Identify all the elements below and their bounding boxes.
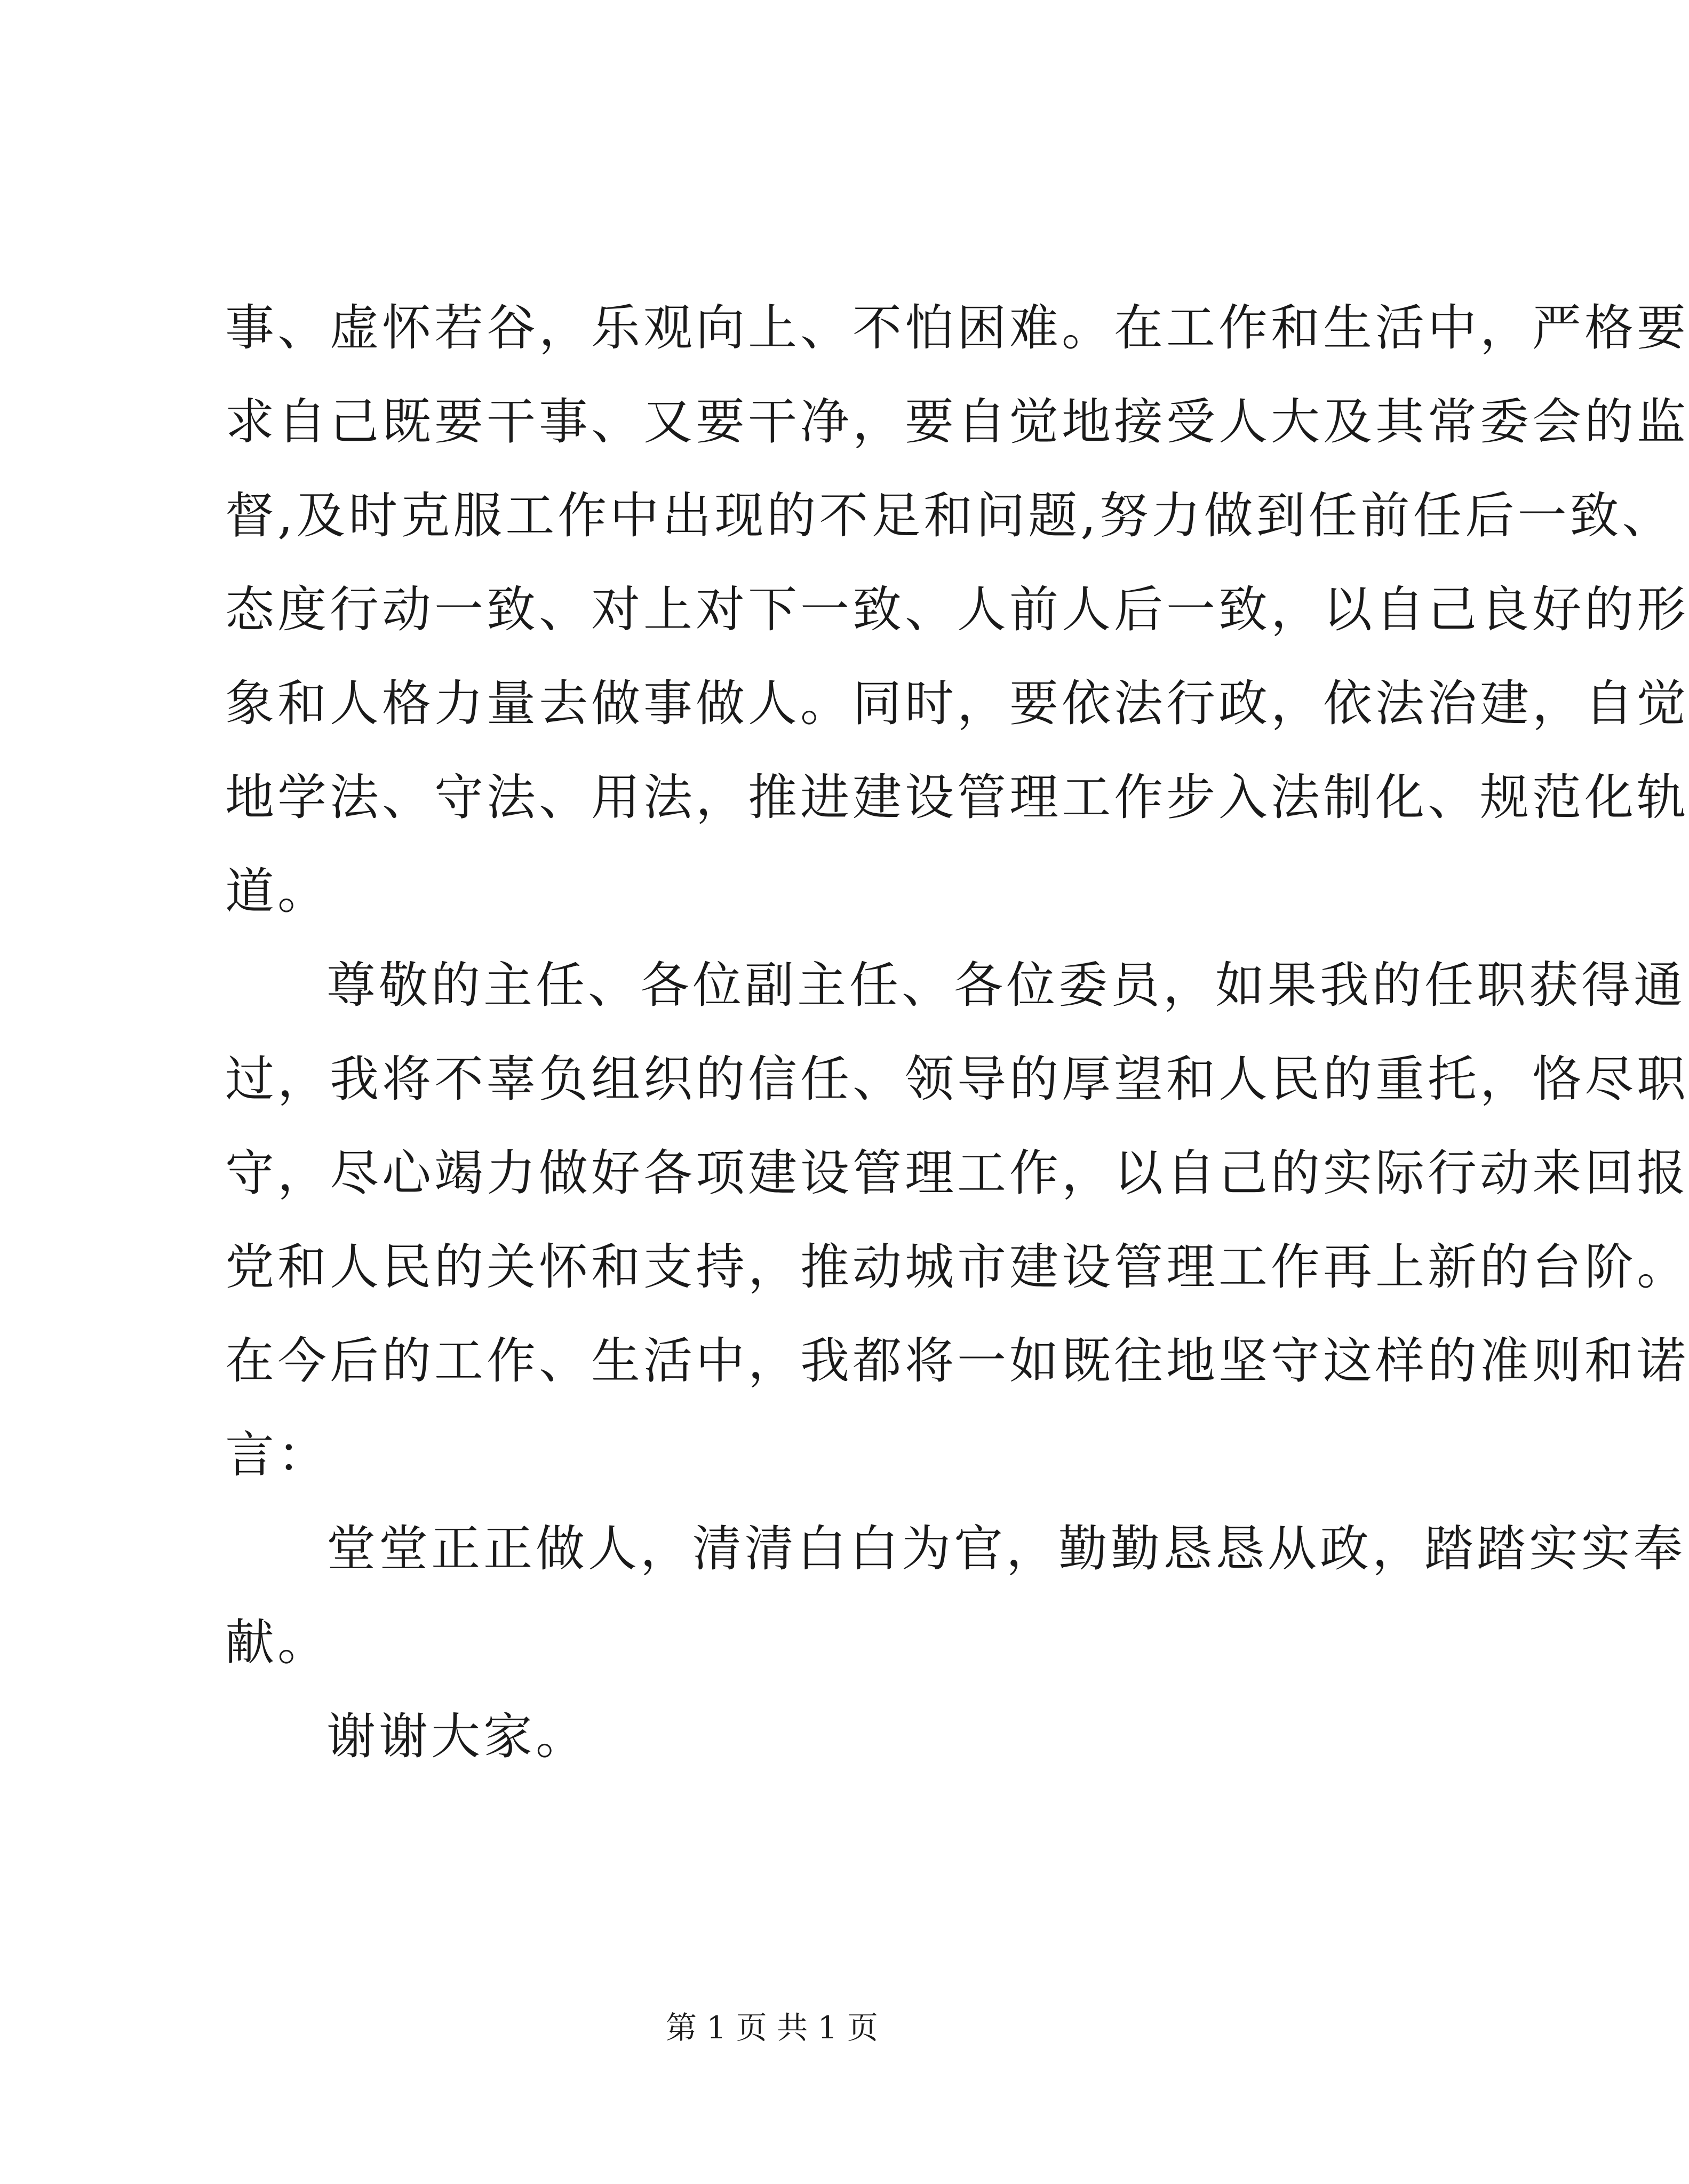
text-line: 道。: [225, 863, 330, 920]
body-text: [225, 288, 1689, 1791]
text-line: 言：: [225, 1426, 330, 1483]
text-line: 地学法、守法、用法，推进建设管理工作步入法制化、规范化轨: [225, 769, 1689, 826]
paragraph-start-line: 尊敬的主任、各位副主任、各位委员，如果我的任职获得通: [326, 957, 1686, 1014]
text-line: 态度行动一致、对上对下一致、人前人后一致，以自己良好的形: [225, 581, 1689, 638]
text-line: 象和人格力量去做事做人。同时，要依法行政，依法治建，自觉: [225, 675, 1689, 732]
text-line: 守，尽心竭力做好各项建设管理工作，以自己的实际行动来回报: [225, 1145, 1689, 1202]
page-number-footer: 第 1 页 共 1 页: [666, 2010, 878, 2046]
text-line: 过，我将不辜负组织的信任、领导的厚望和人民的重托，恪尽职: [225, 1051, 1689, 1108]
paragraph-start-line: 谢谢大家。: [326, 1708, 588, 1765]
paragraph-start-line: 堂堂正正做人，清清白白为官，勤勤恳恳从政，踏踏实实奉: [326, 1520, 1686, 1577]
text-line: 在今后的工作、生活中，我都将一如既往地坚守这样的准则和诺: [225, 1332, 1689, 1389]
text-line: 事、虚怀若谷，乐观向上、不怕困难。在工作和生活中，严格要: [225, 299, 1689, 356]
text-line: 献。: [225, 1614, 330, 1671]
text-line: 督,及时克服工作中出现的不足和问题,努力做到任前任后一致、: [225, 487, 1675, 544]
text-line: 求自己既要干事、又要干净，要自觉地接受人大及其常委会的监: [225, 393, 1689, 450]
text-line: 党和人民的关怀和支持，推动城市建设管理工作再上新的台阶。: [225, 1238, 1689, 1296]
